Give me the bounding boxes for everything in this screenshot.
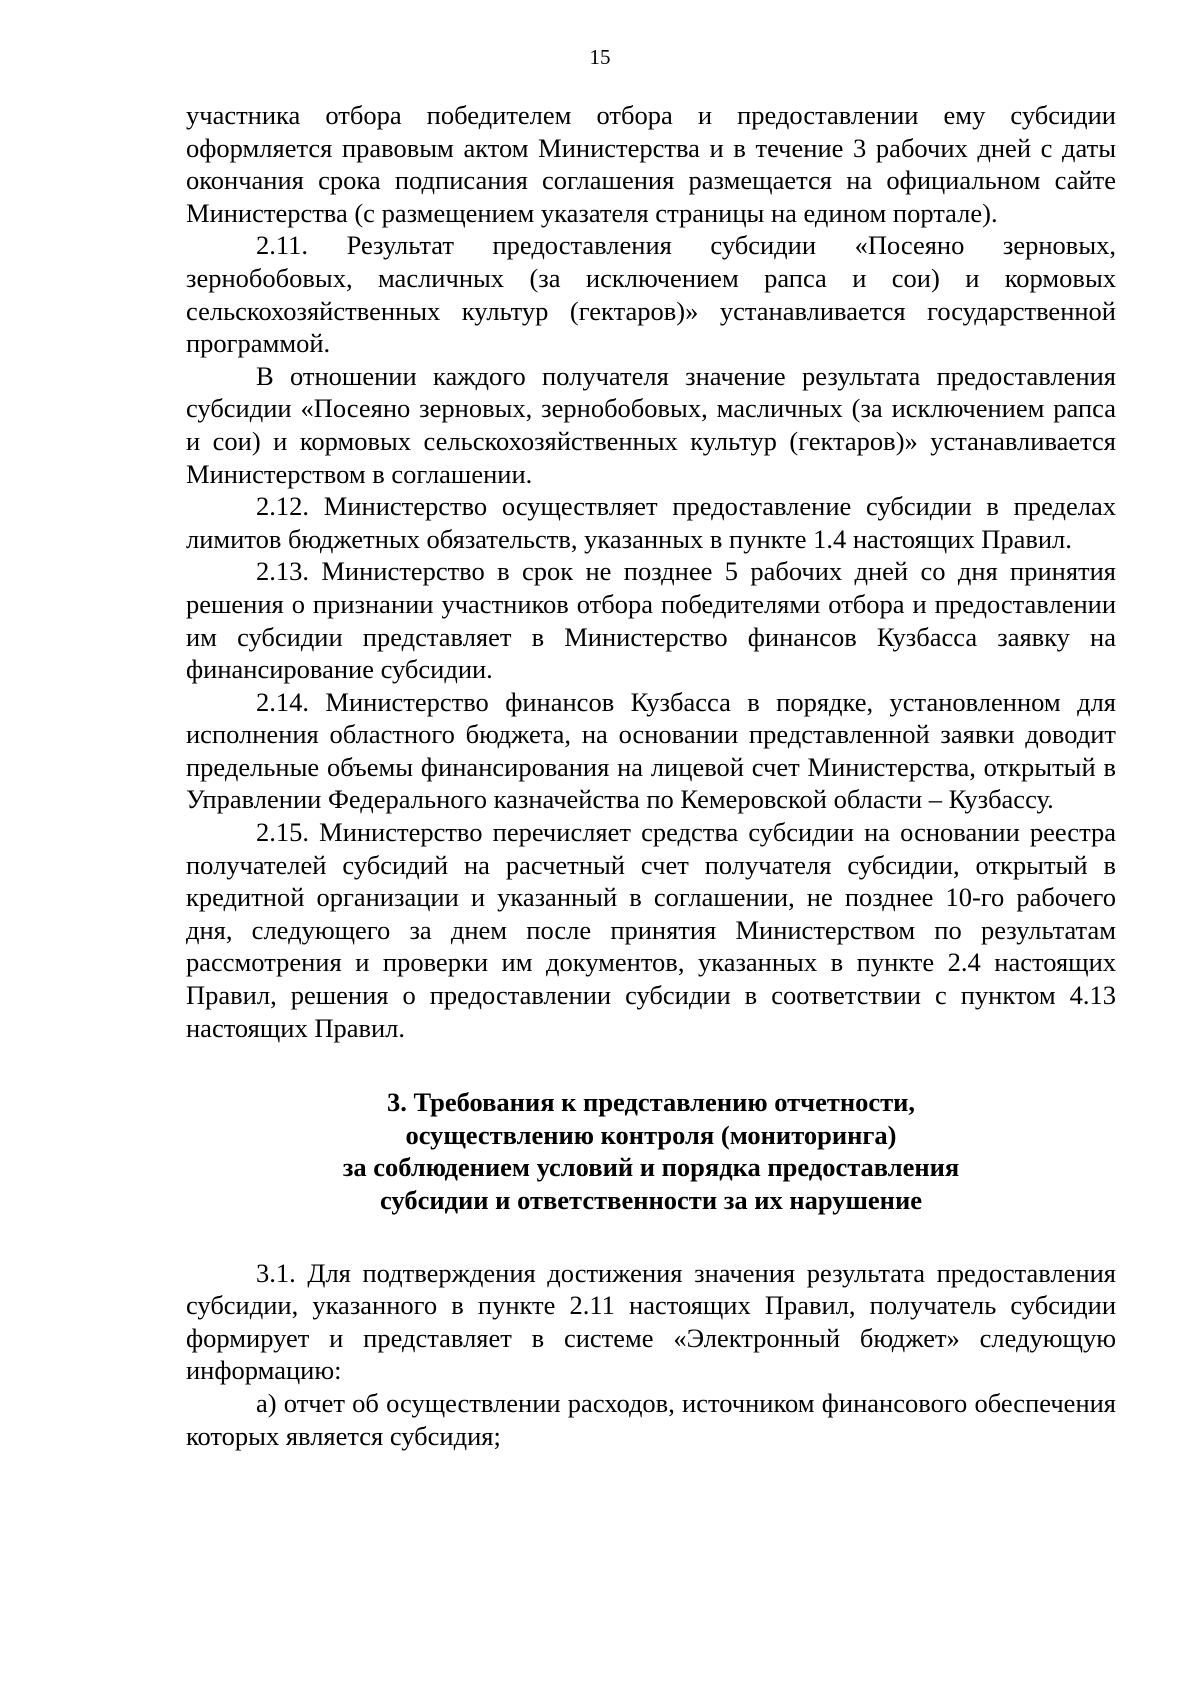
paragraph-2-11: 2.11. Результат предоставления субсидии «Посеяно зерновых, зернобобовых, масличных (за исключением рапса и сои) и кормовых сельскохозяйственных культур (гектаров)» устанавливается государственной программой. [186, 230, 1116, 359]
section-heading-line: субсидии и ответственности за их нарушение [380, 1185, 922, 1215]
document-body [186, 99, 1116, 1452]
section-heading-line: 3. Требования к представлению отчетности, [386, 1087, 916, 1118]
paragraph-2-13: 2.13. Министерство в срок не позднее 5 рабочих дней со дня принятия решения о признании участников отбора победителями отбора и предоставлении им субсидии представляет в Министерство финансов Кузбасса заявку на финансирование субсидии. [186, 556, 1116, 685]
paragraph-3-1: 3.1. Для подтверждения достижения значения результата предоставления субсидии, указанного в пункте 2.11 настоящих Правил, получатель субсидии формирует и представляет в системе «Электронный бюджет» следующую информацию: [186, 1257, 1116, 1386]
section-heading-line: осуществлению контроля (мониторинга) [405, 1119, 897, 1150]
page-number: 15 [589, 45, 611, 69]
paragraph-2-15: 2.15. Министерство перечисляет средства субсидии на основании реестра получателей субсидий на расчетный счет получателя субсидии, открытый в кредитной организации и указанный в соглашении, не позднее 10-го рабочего дня, следующего за днем после принятия Министерством по результатам рассмотрения и проверки им документов, указанных в пункте 2.4 настоящих Правил, решения о предоставлении субсидии в соответствии с пунктом 4.13 настоящих Правил. [186, 817, 1116, 1043]
paragraph-item-a: а) отчет об осуществлении расходов, источником финансового обеспечения которых является субсидия; [186, 1387, 1116, 1451]
section-heading [186, 1086, 1116, 1216]
paragraph-2-14: 2.14. Министерство финансов Кузбасса в порядке, установленном для исполнения областного бюджета, на основании представленной заявки доводит предельные объемы финансирования на лицевой счет Министерства, открытый в Управлении Федерального казначейства по Кемеровской области – Кузбассу. [186, 686, 1116, 815]
paragraph-result-value: В отношении каждого получателя значение результата предоставления субсидии «Посеяно зерновых, зернобобовых, масличных (за исключением рапса и сои) и кормовых сельскохозяйственных культур (гектаров)» устанавливается Министерством в соглашении. [186, 360, 1116, 489]
paragraph-continuation: участника отбора победителем отбора и предоставлении ему субсидии оформляется правовым актом Министерства и в течение 3 рабочих дней с даты окончания срока подписания соглашения размещается на официальном сайте Министерства (с размещением указателя страницы на едином портале). [186, 100, 1116, 228]
paragraph-2-12: 2.12. Министерство осуществляет предоставление субсидии в пределах лимитов бюджетных обязательств, указанных в пункте 1.4 настоящих Правил. [186, 491, 1116, 554]
section-heading-line: за соблюдением условий и порядка предоставления [342, 1152, 960, 1183]
